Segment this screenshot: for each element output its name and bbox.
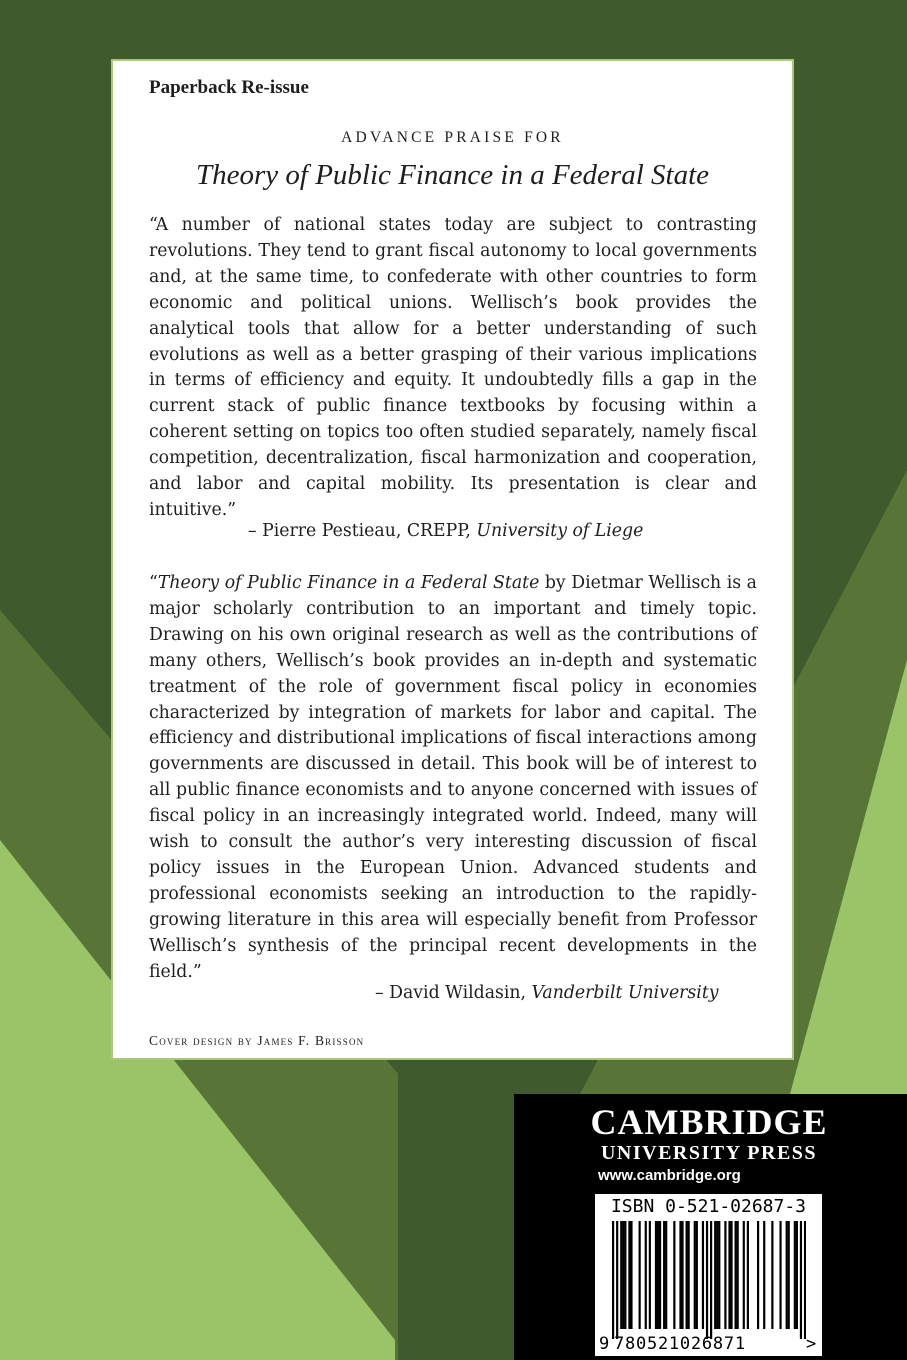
barcode-bar xyxy=(686,1221,688,1329)
barcode-bar xyxy=(624,1221,626,1329)
publisher-block xyxy=(514,1094,907,1360)
barcode-bar xyxy=(688,1221,690,1329)
barcode-bar xyxy=(659,1221,661,1329)
praise-quote-1: “A number of national states today are subject to contrasting revolutions. They tend to grant fiscal autonomy to local governments and, at the same time, to confederate with other countries to form economic and political unions. Wellisch’s book provides the analytical tools that allow for a better understanding of such evolutions as well as a better grasping of their various implications in terms of efficiency and equity. It undoubtedly fills a gap in the current stack of public finance textbooks by focusing within a coherent setting on topics too often studied separately, namely fiscal competition, decentralization, fiscal harmonization and cooperation, and labor and capital mobility. Its presentation is clear and intuitive.” xyxy=(149,215,757,520)
barcode-bar xyxy=(771,1221,773,1329)
barcode-bar xyxy=(645,1221,647,1329)
ean-lead-digit: 9 xyxy=(599,1334,610,1354)
book-title: Theory of Public Finance in a Federal State xyxy=(195,159,710,191)
barcode-bar xyxy=(616,1221,618,1339)
praise-quote-2 xyxy=(149,571,757,986)
barcode-bar xyxy=(630,1221,632,1329)
barcode-bar xyxy=(728,1221,730,1329)
quote-2-body: by Dietmar Wellisch is a major scholarly contribution to an important and timely topic. Drawing on his own original research as well as the contributions of many others, Wellisch’s book provides an in-depth and systematic treatment of the role of government fiscal policy in economies characterized by integration of markets for labor and capital. The efficiency and distributional implications of fiscal interactions among governments are discussed in detail. This book will be of interest to all public finance economists and to anyone concerned with issues of fiscal policy in an increasingly integrated world. Indeed, many will wish to consult the author’s very interesting discussion of fiscal policy issues in the European Union. Advanced students and professional economists seeking an introduction to the rapidly-growing literature in this area will especially benefit from Professor Wellisch’s synthesis of the principal recent developments in the field.” xyxy=(149,573,757,982)
attribution-name: – Pierre Pestieau, CREPP, xyxy=(248,521,477,541)
barcode-bar xyxy=(665,1221,667,1329)
isbn-box xyxy=(595,1194,822,1356)
barcode-bar xyxy=(649,1221,651,1329)
ean-digits: 780521026871 xyxy=(614,1334,746,1354)
bg-center-stem xyxy=(398,1060,456,1360)
barcode-bar xyxy=(663,1221,665,1329)
barcode-bar xyxy=(757,1221,759,1329)
barcode-bar xyxy=(622,1221,624,1329)
barcode-bar xyxy=(796,1221,798,1329)
barcode-bar xyxy=(710,1221,712,1339)
barcode-bar xyxy=(657,1221,659,1329)
barcode-bar xyxy=(681,1221,683,1329)
barcode-bar xyxy=(706,1221,708,1339)
isbn-label: ISBN 0-521-02687-3 xyxy=(610,1196,807,1217)
publisher-subname: UNIVERSITY PRESS xyxy=(600,1142,818,1164)
praise-panel xyxy=(111,59,794,1060)
barcode-bar xyxy=(788,1221,790,1329)
barcode-bar xyxy=(655,1221,657,1329)
barcode-icon xyxy=(612,1221,806,1339)
quoted-book-title: Theory of Public Finance in a Federal State xyxy=(157,573,540,593)
barcode-bar xyxy=(716,1221,718,1329)
barcode-bar xyxy=(804,1221,806,1339)
barcode-bar xyxy=(639,1221,641,1329)
barcode-bar xyxy=(718,1221,720,1329)
barcode-bar xyxy=(747,1221,749,1329)
barcode-bar xyxy=(763,1221,765,1329)
barcode-bar xyxy=(730,1221,732,1329)
barcode-bar xyxy=(628,1221,630,1329)
barcode-bar xyxy=(694,1221,696,1329)
attribution-affiliation: University of Liege xyxy=(476,521,644,541)
cover-design-credit: Cover design by James F. Brisson xyxy=(149,1033,365,1048)
quote-1-attribution xyxy=(248,521,643,541)
barcode-bar xyxy=(696,1221,698,1329)
barcode-bar xyxy=(673,1221,675,1329)
praise-kicker: ADVANCE PRAISE FOR xyxy=(341,129,564,146)
barcode-bar xyxy=(612,1221,614,1339)
barcode-bar xyxy=(743,1221,745,1329)
attribution-affiliation: Vanderbilt University xyxy=(531,983,719,1003)
attribution-name: – David Wildasin, xyxy=(375,983,532,1003)
barcode-bar xyxy=(786,1221,788,1329)
barcode-bar xyxy=(779,1221,781,1329)
publisher-url: www.cambridge.org xyxy=(598,1167,741,1184)
quote-open-mark: “ xyxy=(149,573,158,593)
barcode-bar xyxy=(679,1221,681,1329)
edition-label: Paperback Re-issue xyxy=(149,77,309,98)
barcode-bar xyxy=(714,1221,716,1329)
barcode-bar xyxy=(620,1221,622,1329)
barcode-bar xyxy=(735,1221,737,1329)
barcode-bar xyxy=(794,1221,796,1329)
barcode-bar xyxy=(737,1221,739,1329)
publisher-name: CAMBRIDGE xyxy=(590,1102,828,1142)
ean-end-mark: > xyxy=(806,1334,817,1354)
barcode-bar xyxy=(702,1221,704,1329)
quote-2-attribution xyxy=(375,983,719,1003)
barcode-bar xyxy=(724,1221,726,1329)
barcode-bar xyxy=(800,1221,802,1339)
